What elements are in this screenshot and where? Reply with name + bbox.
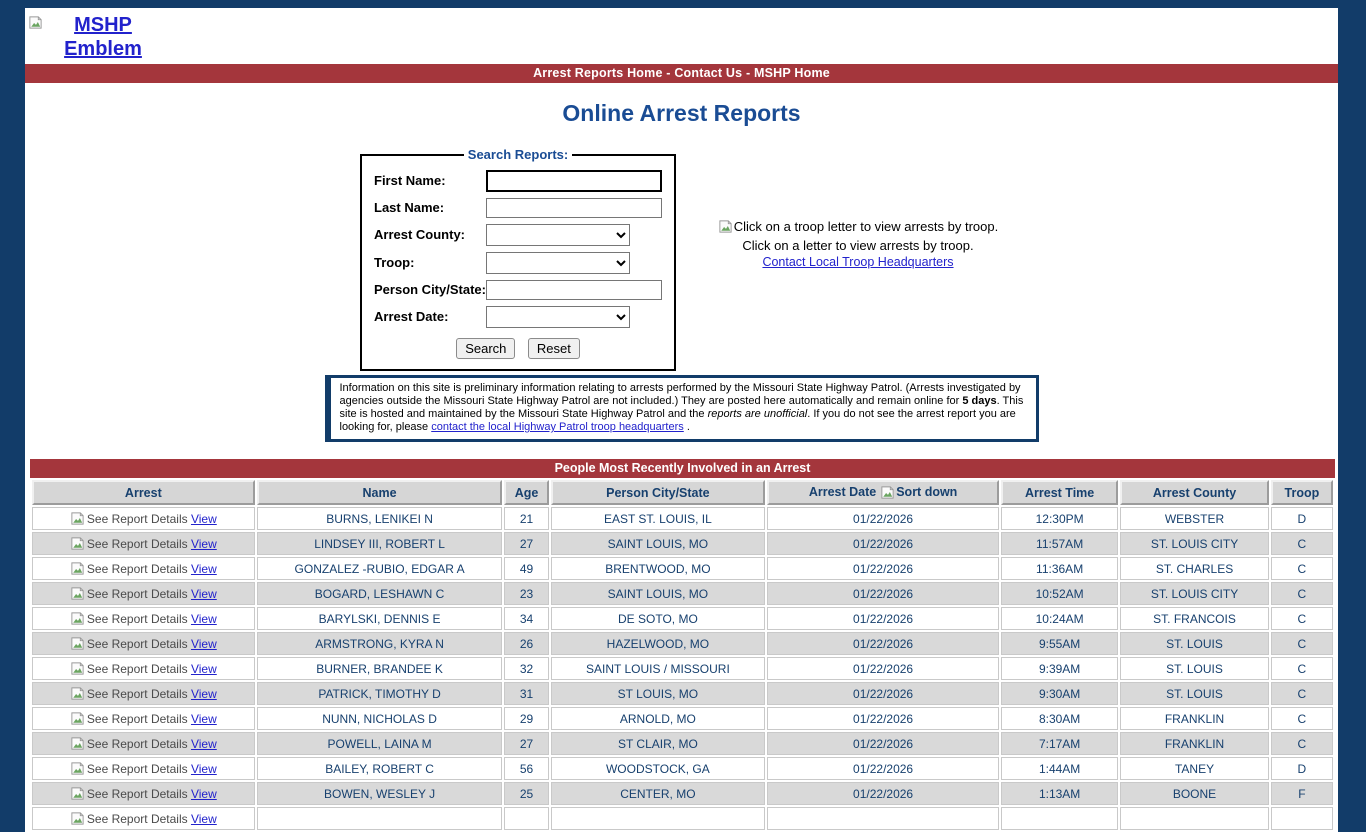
form-row [374,252,662,274]
troop-cell: C [1271,607,1333,630]
name-cell: PATRICK, TIMOTHY D [257,682,503,705]
person-city-state-input-label: Person City/State: [374,282,486,298]
arrest-time-cell: 12:30PM [1001,507,1118,530]
form-row [374,170,662,192]
table-row [32,532,1333,555]
report-details-broken-image-icon [70,511,85,526]
mshp-emblem-broken-image-icon-glyph [28,15,43,30]
arrest-cell [32,657,255,680]
name-cell: POWELL, LAINA M [257,732,503,755]
age-cell: 29 [504,707,548,730]
top-nav: Arrest Reports Home - Contact Us - MSHP Home [25,64,1338,83]
search-reports-legend: Search Reports: [467,147,569,162]
person-city-state-input[interactable] [486,280,662,300]
report-details-broken-image-icon [70,561,85,576]
arrest-date-select[interactable] [486,306,630,328]
report-details-broken-image-icon [70,761,85,776]
arrest-county-cell: ST. LOUIS [1120,657,1268,680]
arrest-county-cell: ST. LOUIS [1120,682,1268,705]
report-details-broken-image-icon [70,811,85,826]
arrest-cell [32,582,255,605]
name-cell: BARYLSKI, DENNIS E [257,607,503,630]
table-row [32,782,1333,805]
arrest-time-cell: 10:24AM [1001,607,1118,630]
arrest-county-cell: FRANKLIN [1120,732,1268,755]
see-report-details-text: See Report Details [86,512,191,526]
table-row [32,582,1333,605]
report-details-broken-image-icon [70,536,85,551]
person-city-state-cell: ST CLAIR, MO [551,732,766,755]
age-cell: 27 [504,532,548,555]
arrest-date-cell [767,807,999,830]
search-section [25,147,1338,375]
arrest-county-cell: WEBSTER [1120,507,1268,530]
arrest-cell [32,757,255,780]
view-report-link[interactable]: View [190,637,217,651]
col-header-arrest: Arrest [32,480,255,505]
troop-map-alt-text: Click on a troop letter to view arrests by troop. [733,219,999,234]
view-report-link[interactable]: View [190,787,217,801]
table-row [32,507,1333,530]
person-city-state-cell [551,807,766,830]
troop-map-alt-line [693,219,1023,238]
arrest-county-select-label: Arrest County: [374,227,466,243]
search-button[interactable]: Search [456,338,515,359]
arrest-cell [32,782,255,805]
see-report-details-text: See Report Details [86,637,191,651]
table-row [32,557,1333,580]
person-city-state-cell: ARNOLD, MO [551,707,766,730]
see-report-details-text: See Report Details [86,562,191,576]
age-cell: 23 [504,582,548,605]
col-header-arrest-county: Arrest County [1120,480,1268,505]
arrest-county-cell: ST. FRANCOIS [1120,607,1268,630]
col-header-age: Age [504,480,548,505]
troop-cell: C [1271,632,1333,655]
see-report-details-text: See Report Details [86,537,191,551]
arrest-date-cell: 01/22/2026 [767,757,999,780]
view-report-link[interactable]: View [190,712,217,726]
view-report-link[interactable]: View [190,812,217,826]
person-city-state-cell: DE SOTO, MO [551,607,766,630]
col-header-troop: Troop [1271,480,1333,505]
arrest-county-cell: FRANKLIN [1120,707,1268,730]
age-cell: 56 [504,757,548,780]
nav-link-contact-us[interactable]: Contact Us [674,66,743,80]
troop-cell: C [1271,582,1333,605]
person-city-state-cell: WOODSTOCK, GA [551,757,766,780]
age-cell: 25 [504,782,548,805]
sort-down-label: Sort down [896,485,958,499]
arrest-county-cell: ST. LOUIS [1120,632,1268,655]
form-row [374,198,662,218]
first-name-input-label: First Name: [374,173,446,189]
see-report-details-text: See Report Details [86,787,191,801]
arrest-time-cell: 1:13AM [1001,782,1118,805]
name-cell: BOWEN, WESLEY J [257,782,503,805]
arrest-time-cell [1001,807,1118,830]
name-cell: ARMSTRONG, KYRA N [257,632,503,655]
troop-cell: C [1271,682,1333,705]
report-details-broken-image-icon [70,736,85,751]
view-report-link[interactable]: View [190,512,217,526]
troop-link-line [693,254,1023,270]
name-cell: NUNN, NICHOLAS D [257,707,503,730]
view-report-link[interactable]: View [190,687,217,701]
arrest-cell [32,607,255,630]
troop-cell: C [1271,532,1333,555]
troop-map-broken-image-icon [718,222,733,237]
see-report-details-text: See Report Details [86,662,191,676]
arrest-county-cell [1120,807,1268,830]
arrest-county-cell: ST. LOUIS CITY [1120,582,1268,605]
arrests-table-title: People Most Recently Involved in an Arrest [30,459,1335,478]
table-row [32,707,1333,730]
arrest-date-cell: 01/22/2026 [767,782,999,805]
arrest-time-cell: 10:52AM [1001,582,1118,605]
person-city-state-cell: SAINT LOUIS, MO [551,582,766,605]
person-city-state-cell: CENTER, MO [551,782,766,805]
arrest-county-select[interactable] [486,224,630,246]
arrest-date-cell: 01/22/2026 [767,682,999,705]
troop-select[interactable] [486,252,630,274]
report-details-broken-image-icon [70,711,85,726]
sort-down-icon [880,485,895,500]
arrest-time-cell: 8:30AM [1001,707,1118,730]
view-report-link[interactable]: View [190,737,217,751]
see-report-details-text: See Report Details [86,712,191,726]
person-city-state-cell: BRENTWOOD, MO [551,557,766,580]
page-title: Online Arrest Reports [562,100,801,126]
age-cell: 27 [504,732,548,755]
report-details-broken-image-icon [70,611,85,626]
nav-link-mshp-home[interactable]: MSHP Home [754,66,830,80]
person-city-state-cell: SAINT LOUIS, MO [551,532,766,555]
last-name-input[interactable] [486,198,662,218]
troop-cell: C [1271,732,1333,755]
form-row [374,306,662,328]
arrest-date-cell: 01/22/2026 [767,557,999,580]
arrest-county-cell: TANEY [1120,757,1268,780]
troop-cell [1271,807,1333,830]
view-report-link[interactable]: View [190,662,217,676]
troop-cell: C [1271,657,1333,680]
table-row [32,682,1333,705]
nav-link-arrest-reports-home[interactable]: Arrest Reports Home [533,66,663,80]
info-box [325,375,1039,442]
arrest-date-select-label: Arrest Date: [374,309,449,325]
contact-local-troop-headquarters-link[interactable]: Contact Local Troop Headquarters [762,255,954,269]
arrest-cell [32,707,255,730]
arrest-cell [32,557,255,580]
arrest-cell [32,682,255,705]
see-report-details-text: See Report Details [86,812,191,826]
see-report-details-text: See Report Details [86,762,191,776]
arrest-cell [32,532,255,555]
see-report-details-text: See Report Details [86,587,191,601]
person-city-state-cell: HAZELWOOD, MO [551,632,766,655]
age-cell: 49 [504,557,548,580]
troop-cell: F [1271,782,1333,805]
form-row [374,280,662,300]
page [25,8,1338,832]
arrest-time-cell: 11:36AM [1001,557,1118,580]
search-form-buttons [374,338,662,359]
table-row [32,657,1333,680]
age-cell: 34 [504,607,548,630]
view-report-link[interactable]: View [190,587,217,601]
report-details-broken-image-icon [70,786,85,801]
arrest-cell [32,507,255,530]
table-body [32,507,1333,830]
arrest-date-cell: 01/22/2026 [767,657,999,680]
age-cell: 31 [504,682,548,705]
person-city-state-cell: SAINT LOUIS / MISSOURI [551,657,766,680]
arrest-time-cell: 9:30AM [1001,682,1118,705]
arrest-time-cell: 9:39AM [1001,657,1118,680]
arrest-date-cell: 01/22/2026 [767,707,999,730]
col-header-arrest-time: Arrest Time [1001,480,1118,505]
report-details-broken-image-icon [70,661,85,676]
arrests-table [30,478,1335,832]
view-report-link[interactable]: View [190,762,217,776]
name-cell: BURNER, BRANDEE K [257,657,503,680]
search-form-rows [374,170,662,328]
age-cell [504,807,548,830]
see-report-details-text: See Report Details [86,687,191,701]
info-contact-troop-link[interactable]: contact the local Highway Patrol troop headquarters [431,421,684,433]
name-cell: GONZALEZ -RUBIO, EDGAR A [257,557,503,580]
first-name-input[interactable] [486,170,662,192]
col-header-person-city-state: Person City/State [551,480,766,505]
view-report-link[interactable]: View [190,562,217,576]
table-row [32,757,1333,780]
info-text: Information on this site is preliminary information relating to arrests performed by the Missouri State Highway Patrol. (Arrests investigated by agencies outside the Missouri State Highway Patrol are not included.) They are posted here automatically and remain online for 5 days. This site is hosted and maintained by the Missouri State Highway Patrol and the reports are unofficial. If you do not see the arrest report you are looking for, please contact the local Highway Patrol troop headquarters . [339,382,1024,433]
troop-cell: D [1271,507,1333,530]
arrest-county-cell: ST. LOUIS CITY [1120,532,1268,555]
troop-info [693,219,1023,270]
view-report-link[interactable]: View [190,612,217,626]
arrest-cell [32,632,255,655]
form-row [374,224,662,246]
col-header-arrest-date[interactable]: Arrest Date Sort down [767,480,999,505]
name-cell [257,807,503,830]
arrest-cell [32,732,255,755]
troop-caption: Click on a letter to view arrests by troop. [742,238,974,253]
arrests-table-section [30,459,1335,832]
arrest-date-cell: 01/22/2026 [767,507,999,530]
arrest-time-cell: 7:17AM [1001,732,1118,755]
see-report-details-text: See Report Details [86,612,191,626]
site-header [25,8,1338,64]
table-row [32,607,1333,630]
arrest-county-cell: ST. CHARLES [1120,557,1268,580]
see-report-details-text: See Report Details [86,737,191,751]
arrest-date-cell: 01/22/2026 [767,732,999,755]
table-header-row [32,480,1333,505]
age-cell: 21 [504,507,548,530]
troop-cell: C [1271,557,1333,580]
name-cell: BURNS, LENIKEI N [257,507,503,530]
arrest-time-cell: 1:44AM [1001,757,1118,780]
view-report-link[interactable]: View [190,537,217,551]
troop-select-label: Troop: [374,255,415,271]
table-row [32,807,1333,830]
name-cell: LINDSEY III, ROBERT L [257,532,503,555]
arrest-date-cell: 01/22/2026 [767,632,999,655]
mshp-emblem-broken-image-icon [28,15,43,35]
search-reports-form [360,147,676,371]
name-cell: BAILEY, ROBERT C [257,757,503,780]
report-details-broken-image-icon [70,686,85,701]
last-name-input-label: Last Name: [374,200,445,216]
table-row [32,732,1333,755]
arrest-county-cell: BOONE [1120,782,1268,805]
report-details-broken-image-icon [70,586,85,601]
table-row [32,632,1333,655]
troop-map-broken-image-icon-glyph [718,219,733,234]
reset-button[interactable]: Reset [528,338,580,359]
arrest-time-cell: 9:55AM [1001,632,1118,655]
arrest-date-cell: 01/22/2026 [767,532,999,555]
report-details-broken-image-icon [70,636,85,651]
age-cell: 32 [504,657,548,680]
arrest-date-cell: 01/22/2026 [767,607,999,630]
troop-cell: C [1271,707,1333,730]
name-cell: BOGARD, LESHAWN C [257,582,503,605]
arrest-date-cell: 01/22/2026 [767,582,999,605]
person-city-state-cell: EAST ST. LOUIS, IL [551,507,766,530]
arrest-time-cell: 11:57AM [1001,532,1118,555]
mshp-emblem-link[interactable]: MSHP Emblem [64,14,142,60]
arrest-cell [32,807,255,830]
person-city-state-cell: ST LOUIS, MO [551,682,766,705]
troop-cell: D [1271,757,1333,780]
age-cell: 26 [504,632,548,655]
col-header-name: Name [257,480,503,505]
